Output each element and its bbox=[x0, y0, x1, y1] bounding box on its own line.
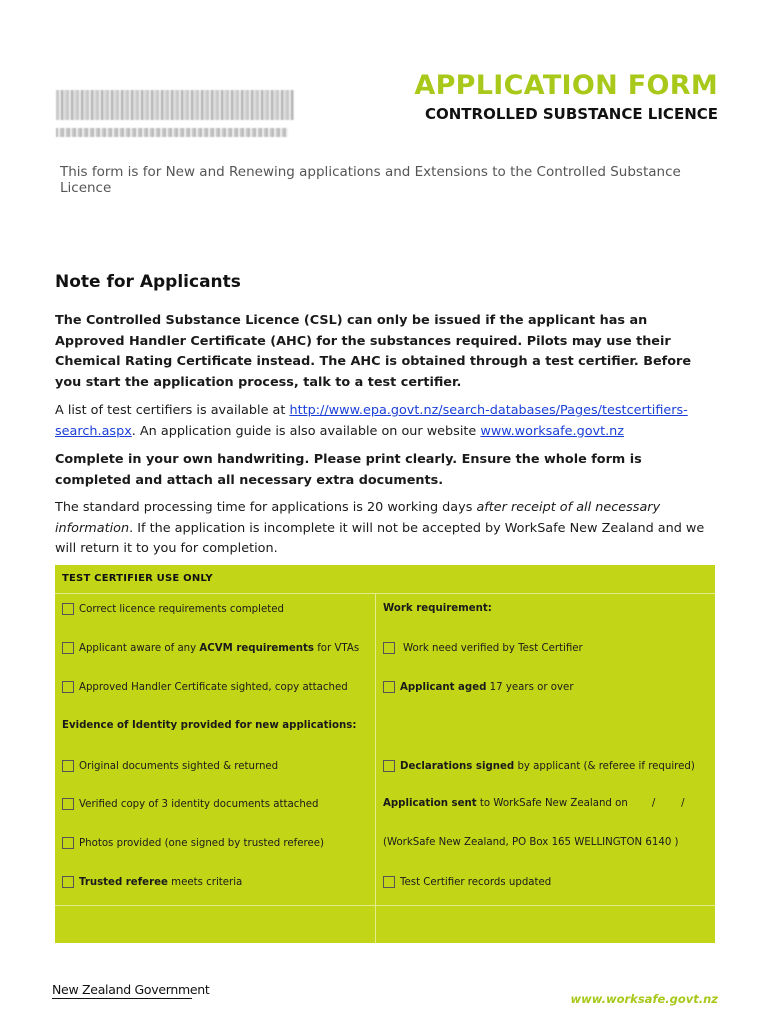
form-title: APPLICATION FORM bbox=[414, 70, 718, 101]
intro-text: This form is for New and Renewing applications and Extensions to the Controlled Substance Licence bbox=[60, 164, 681, 196]
row-verified-copy: Verified copy of 3 identity documents attached bbox=[62, 798, 319, 810]
test-certifier-panel bbox=[55, 565, 715, 943]
checkbox[interactable] bbox=[62, 798, 74, 810]
logo-mark bbox=[56, 90, 294, 120]
checkbox[interactable] bbox=[62, 837, 74, 849]
row-work-verified: Work need verified by Test Certifier bbox=[383, 642, 583, 654]
certifier-list-paragraph: A list of test certifiers is available at http://www.epa.govt.nz/search-databases/Pages/testcertifiers-search.aspx. An application guide is also available on our website www.worksafe.govt.nz bbox=[55, 403, 688, 439]
column-divider bbox=[375, 593, 376, 943]
row-applicant-aged: Applicant aged 17 years or over bbox=[383, 681, 574, 693]
row-trusted-referee: Trusted referee meets criteria bbox=[62, 876, 242, 888]
logo-underline bbox=[52, 998, 192, 999]
checkbox[interactable] bbox=[62, 681, 74, 693]
checkbox[interactable] bbox=[62, 642, 74, 654]
checkbox[interactable] bbox=[383, 642, 395, 654]
checkbox[interactable] bbox=[62, 603, 74, 615]
nz-government-logo: New Zealand Government bbox=[52, 982, 210, 997]
panel-header: TEST CERTIFIER USE ONLY bbox=[62, 573, 213, 584]
row-declarations: Declarations signed by applicant (& referee if required) bbox=[383, 760, 695, 772]
epa-link[interactable]: http://www.epa.govt.nz/search-databases/Pages/testcertifiers-search.aspx bbox=[55, 403, 688, 439]
row-ahc-sighted: Approved Handler Certificate sighted, copy attached bbox=[62, 681, 348, 693]
checkbox[interactable] bbox=[383, 681, 395, 693]
checkbox[interactable] bbox=[62, 760, 74, 772]
handwriting-paragraph: Complete in your own handwriting. Please print clearly. Ensure the whole form is completed and attach all necessary extra documents. bbox=[55, 452, 642, 488]
row-photos: Photos provided (one signed by trusted referee) bbox=[62, 837, 324, 849]
work-requirement-label: Work requirement: bbox=[383, 603, 492, 614]
row-original-docs: Original documents sighted & returned bbox=[62, 760, 278, 772]
row-acvm: Applicant aware of any ACVM requirements for VTAs bbox=[62, 642, 359, 654]
row-divider bbox=[55, 905, 715, 906]
row-records-updated: Test Certifier records updated bbox=[383, 876, 551, 888]
worksafe-link[interactable]: www.worksafe.govt.nz bbox=[480, 423, 625, 439]
worksafe-address: (WorkSafe New Zealand, PO Box 165 WELLINGTON 6140 ) bbox=[383, 837, 679, 848]
checkbox[interactable] bbox=[383, 760, 395, 772]
processing-paragraph: The standard processing time for applications is 20 working days after receipt of all necessary information. If the application is incomplete it will not be accepted by WorkSafe New Zealand and we will return it to you for completion. bbox=[55, 500, 705, 556]
worksafe-logo bbox=[56, 90, 294, 140]
logo-tagline bbox=[56, 128, 288, 137]
note-heading: Note for Applicants bbox=[55, 272, 241, 292]
date-field[interactable]: / / bbox=[651, 798, 685, 809]
note-bold-paragraph: The Controlled Substance Licence (CSL) can only be issued if the applicant has an Approved Handler Certificate (AHC) for the substances required. Pilots may use their Chemical Rating Certificate instead. The AHC is obtained through a test certifier. Before you start the application process, talk to a test certifier. bbox=[55, 313, 692, 390]
checkbox[interactable] bbox=[383, 876, 395, 888]
row-application-sent: Application sent to WorkSafe New Zealand on / / bbox=[383, 798, 685, 809]
form-subtitle: CONTROLLED SUBSTANCE LICENCE bbox=[424, 105, 718, 123]
row-correct-licence: Correct licence requirements completed bbox=[62, 603, 284, 615]
row-divider bbox=[55, 593, 715, 594]
evidence-label: Evidence of Identity provided for new applications: bbox=[62, 720, 357, 731]
footer-url[interactable]: www.worksafe.govt.nz bbox=[570, 992, 718, 1006]
checkbox[interactable] bbox=[62, 876, 74, 888]
